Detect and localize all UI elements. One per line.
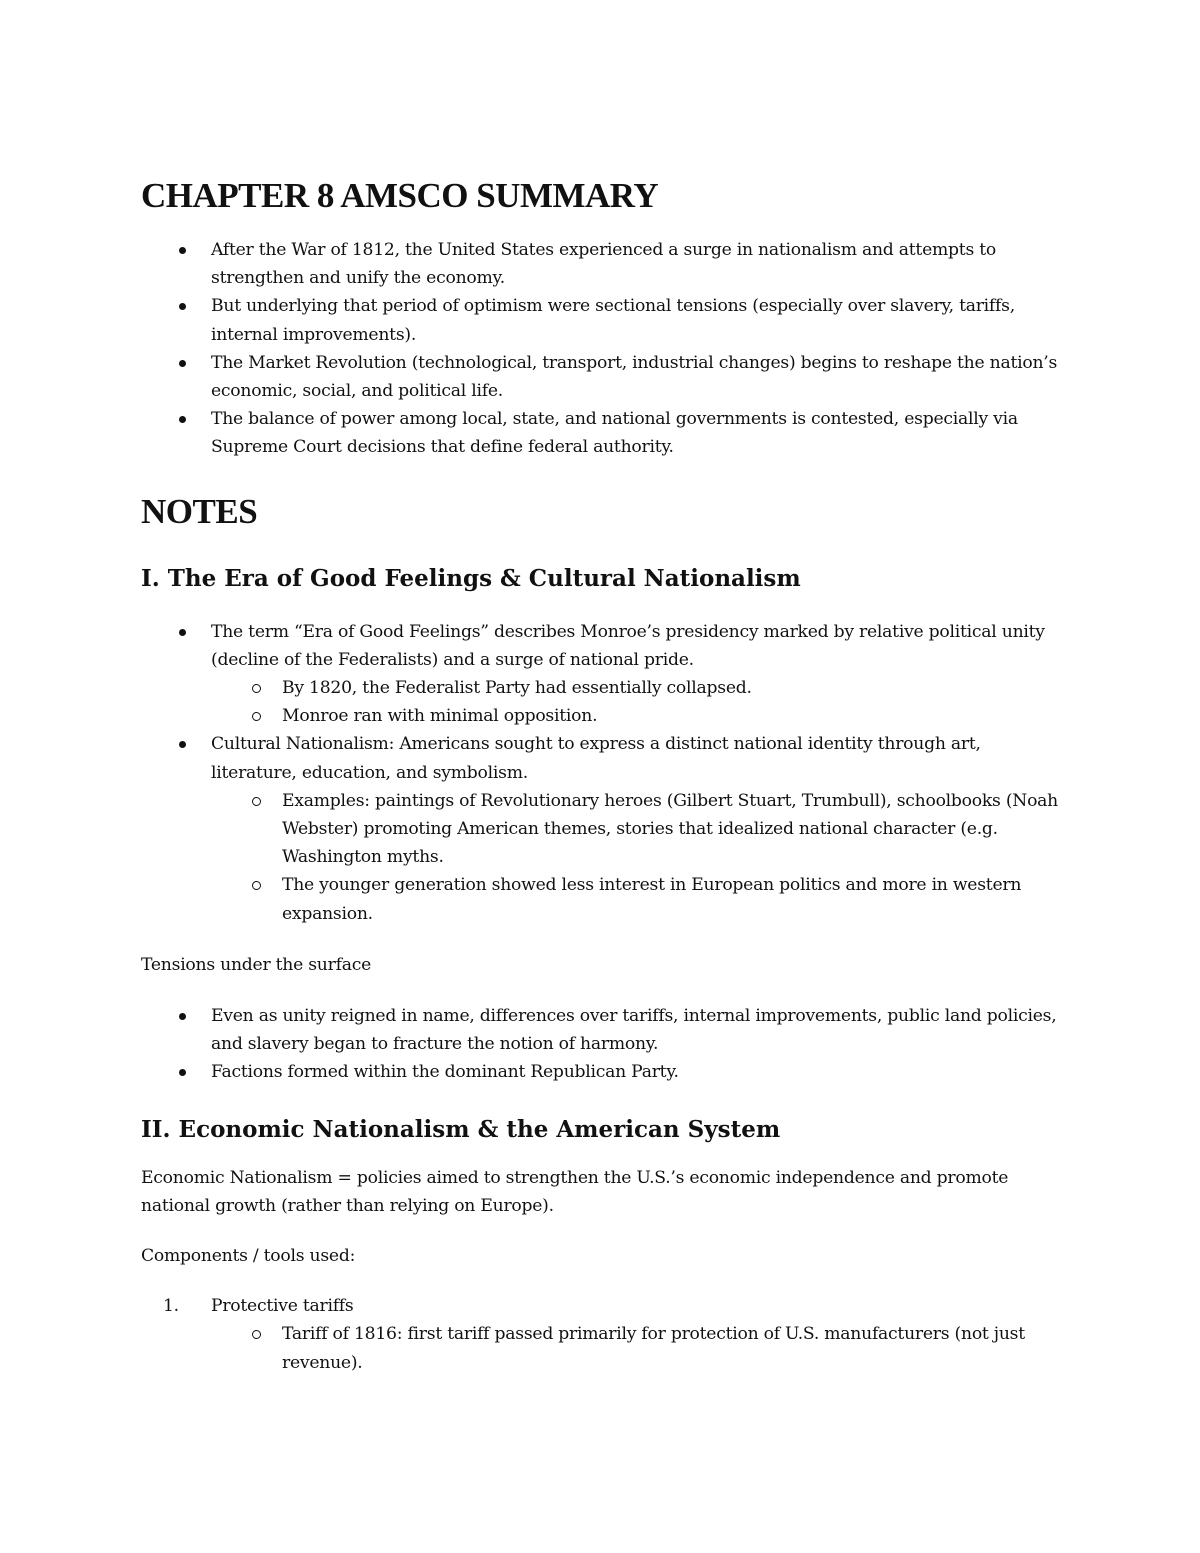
list-item bbox=[141, 730, 1071, 786]
numbered-item bbox=[141, 1292, 1071, 1320]
components-list bbox=[141, 1292, 1071, 1377]
sub-list-item: Examples: paintings of Revolutionary heroes (Gilbert Stuart, Trumbull), schoolbooks (Noah Webster) promoting American themes, stories that idealized national character (e.g. Washington myths. bbox=[141, 787, 1071, 872]
summary-list bbox=[141, 236, 1071, 462]
bullet-text: Cultural Nationalism: Americans sought to express a distinct national identity through art, literature, education, and symbolism. bbox=[211, 734, 981, 783]
economic-nationalism-definition: Economic Nationalism = policies aimed to strengthen the U.S.’s economic independence and promote national growth (rather than relying on Europe). bbox=[141, 1167, 1009, 1216]
sub-list-item: The younger generation showed less interest in European politics and more in western expansion. bbox=[141, 871, 1071, 927]
section-2-heading: II. Economic Nationalism & the American System bbox=[141, 1115, 781, 1143]
list-item bbox=[141, 618, 1071, 674]
document-page bbox=[141, 176, 1071, 1377]
list-item: Factions formed within the dominant Republican Party. bbox=[141, 1058, 1071, 1086]
summary-bullet: The balance of power among local, state, and national governments is contested, especially via Supreme Court decisions that define federal authority. bbox=[141, 405, 1071, 461]
sub-list-item: By 1820, the Federalist Party had essentially collapsed. bbox=[141, 674, 1071, 702]
section-1-list bbox=[141, 618, 1071, 928]
list-number: 1. bbox=[163, 1296, 179, 1317]
summary-title: CHAPTER 8 AMSCO SUMMARY bbox=[141, 176, 659, 215]
components-label: Components / tools used: bbox=[141, 1246, 356, 1267]
numbered-item-text: Protective tariffs bbox=[211, 1296, 354, 1317]
summary-bullet: The Market Revolution (technological, transport, industrial changes) begins to reshape the nation’s economic, social, and political life. bbox=[141, 349, 1071, 405]
list-item: Even as unity reigned in name, differences over tariffs, internal improvements, public land policies, and slavery began to fracture the notion of harmony. bbox=[141, 1002, 1071, 1058]
sub-list-item: Monroe ran with minimal opposition. bbox=[141, 702, 1071, 730]
sub-list-item: Tariff of 1816: first tariff passed primarily for protection of U.S. manufacturers (not just revenue). bbox=[141, 1320, 1071, 1376]
notes-title: NOTES bbox=[141, 491, 258, 531]
section-1-heading: I. The Era of Good Feelings & Cultural Nationalism bbox=[141, 564, 801, 592]
summary-bullet: After the War of 1812, the United States experienced a surge in nationalism and attempts to strengthen and unify the economy. bbox=[141, 236, 1071, 292]
tensions-label: Tensions under the surface bbox=[141, 954, 372, 975]
bullet-text: The term “Era of Good Feelings” describes Monroe’s presidency marked by relative political unity (decline of the Federalists) and a surge of national pride. bbox=[211, 621, 1045, 670]
summary-bullet: But underlying that period of optimism were sectional tensions (especially over slavery, tariffs, internal improvements). bbox=[141, 292, 1071, 348]
tensions-list bbox=[141, 1002, 1071, 1087]
